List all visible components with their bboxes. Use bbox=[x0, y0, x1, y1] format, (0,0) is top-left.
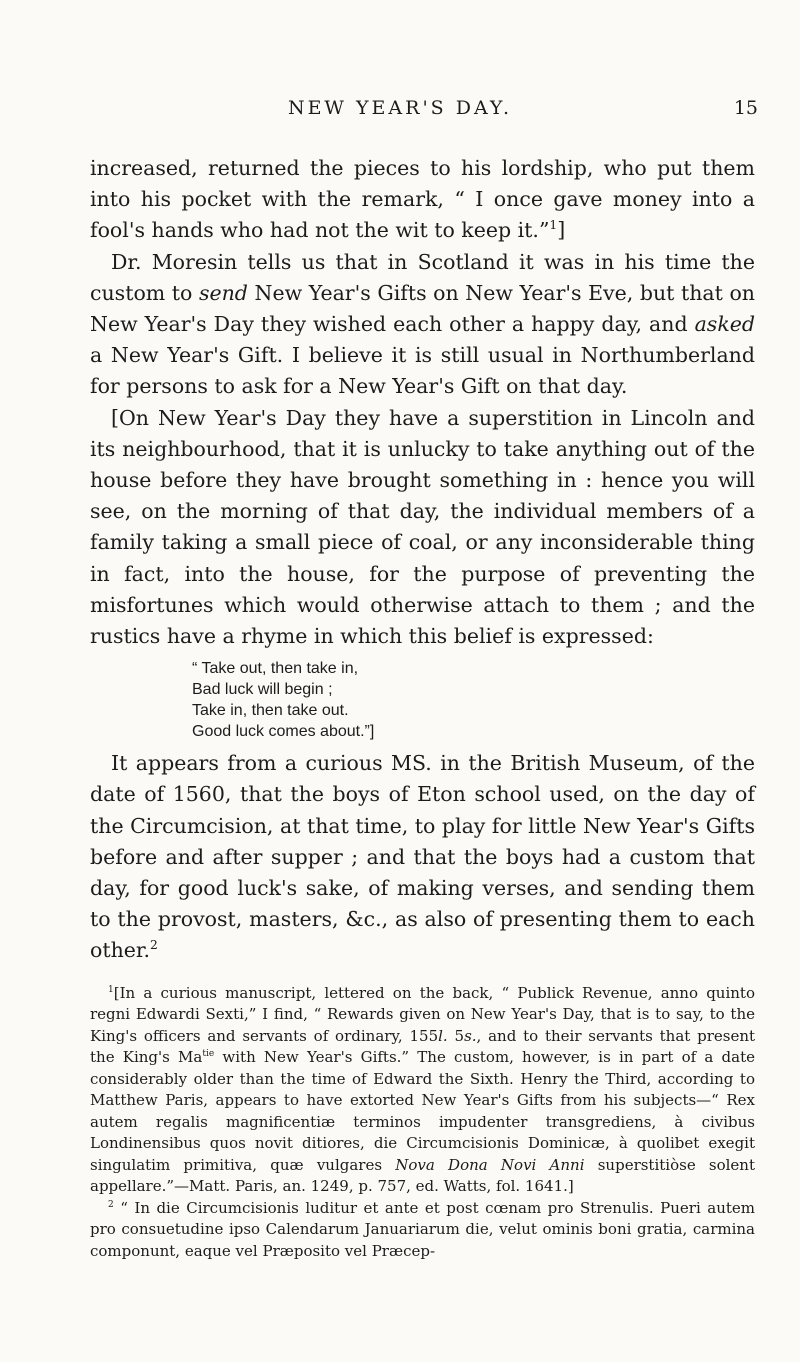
footnote-1-pound: l. bbox=[438, 1026, 448, 1045]
paragraph-4 bbox=[90, 748, 755, 966]
footnote-1-text-a: [In a curious manuscript, lettered on the back, “ Publick Revenue, anno quinto regni Edwardi Sexti,” I find, “ Rewards given on New Year's Day, that is to say, to the King's officers and servants of ordinary, 155 bbox=[90, 983, 755, 1045]
paragraph-3: [On New Year's Day they have a superstition in Lincoln and its neighbourhood, that it is unlucky to take anything out of the house before they have brought something in : hence you will see, on the morning of that day, the individual members of a family taking a small piece of coal, or any inconsiderable thing in fact, into the house, for the purpose of preventing the misfortunes which would otherwise attach to them ; and the rustics have a rhyme in which this belief is expressed: bbox=[90, 405, 755, 649]
emphasis-asked: asked bbox=[694, 312, 755, 337]
footnote-2 bbox=[90, 1198, 755, 1263]
verse-line: Bad luck will begin ; bbox=[192, 681, 333, 699]
footnote-1 bbox=[90, 983, 755, 1198]
running-head-title: NEW YEAR'S DAY. bbox=[287, 97, 513, 119]
main-text bbox=[90, 153, 755, 1262]
verse-line: “ Take out, then take in, bbox=[192, 660, 359, 678]
paragraph-2-text-c: a New Year's Gift. I believe it is still usual in Northumberland for persons to ask for a New Year's Gift on that day. bbox=[90, 343, 755, 399]
emphasis-send: send bbox=[198, 280, 248, 305]
footnote-1-text-c: , and to their servants that present the King's Ma bbox=[90, 1026, 756, 1067]
footnote-1-superscript: tie bbox=[202, 1049, 215, 1060]
paragraph-2-text-a: Dr. Moresin tells us that in Scotland it was in his time the custom to bbox=[90, 249, 755, 305]
bracket-close: ] bbox=[557, 218, 566, 243]
running-head bbox=[0, 95, 800, 135]
footnote-1-shilling: s. bbox=[464, 1026, 477, 1045]
footnote-1-text-d: with New Year's Gifts.” The custom, however, is in part of a date considerably older than the time of Edward the Sixth. Henry the Third, according to Matthew Paris, appears to have extorted New Year's Gifts from his subjects—“ Rex autem regalis magnificentiæ terminos impudenter transgrediens, à civibus Londinensibus quos novit ditiores, die Circumcisionis Dominicæ, à quolibet exegit singulatim primitiva, quæ vulgares bbox=[90, 1048, 755, 1174]
footnote-ref-2: 2 bbox=[149, 938, 158, 953]
paragraph-1 bbox=[90, 153, 755, 247]
rhyme-verse bbox=[192, 658, 755, 742]
footnote-2-text: “ In die Circumcisionis luditur et ante et post cœnam pro Strenulis. Pueri autem pro consuetudine ipso Calendarum Januariarum die, velut ominis boni gratia, carmina componunt, eaque vel Præposito vel Præcep- bbox=[90, 1198, 755, 1260]
paragraph-4-text: It appears from a curious MS. in the British Museum, of the date of 1560, that the boys of Eton school used, on the day of the Circumcision, at that time, to play for little New Year's Gifts before and after supper ; and that the boys had a custom that day, for good luck's sake, of making verses, and sending them to the provost, masters, &c., as also of presenting them to each other. bbox=[90, 751, 755, 963]
paragraph-2-text-b: New Year's Gifts on New Year's Eve, but that on New Year's Day they wished each other a happy day, and bbox=[90, 280, 756, 337]
footnote-1-mark: 1 bbox=[108, 984, 114, 995]
paragraph-2 bbox=[90, 247, 755, 403]
paragraph-1-text: increased, returned the pieces to his lordship, who put them into his pocket with the remark, “ I once gave money into a fool's hands who had not the wit to keep it.” bbox=[90, 156, 755, 243]
verse-line: Good luck comes about.”] bbox=[192, 723, 375, 741]
page-number: 15 bbox=[733, 97, 758, 119]
verse-line: Take in, then take out. bbox=[192, 702, 349, 720]
footnote-1-italic-phrase: Nova Dona Novi Anni bbox=[395, 1155, 585, 1174]
footnotes bbox=[90, 983, 755, 1263]
footnote-2-mark: 2 bbox=[108, 1199, 114, 1210]
footnote-ref-1: 1 bbox=[549, 218, 558, 233]
footnote-1-text-e: superstitiòse solent appellare.”—Matt. Paris, an. 1249, p. 757, ed. Watts, fol. 1641.] bbox=[90, 1155, 755, 1196]
footnote-1-text-b: 5 bbox=[447, 1026, 465, 1045]
